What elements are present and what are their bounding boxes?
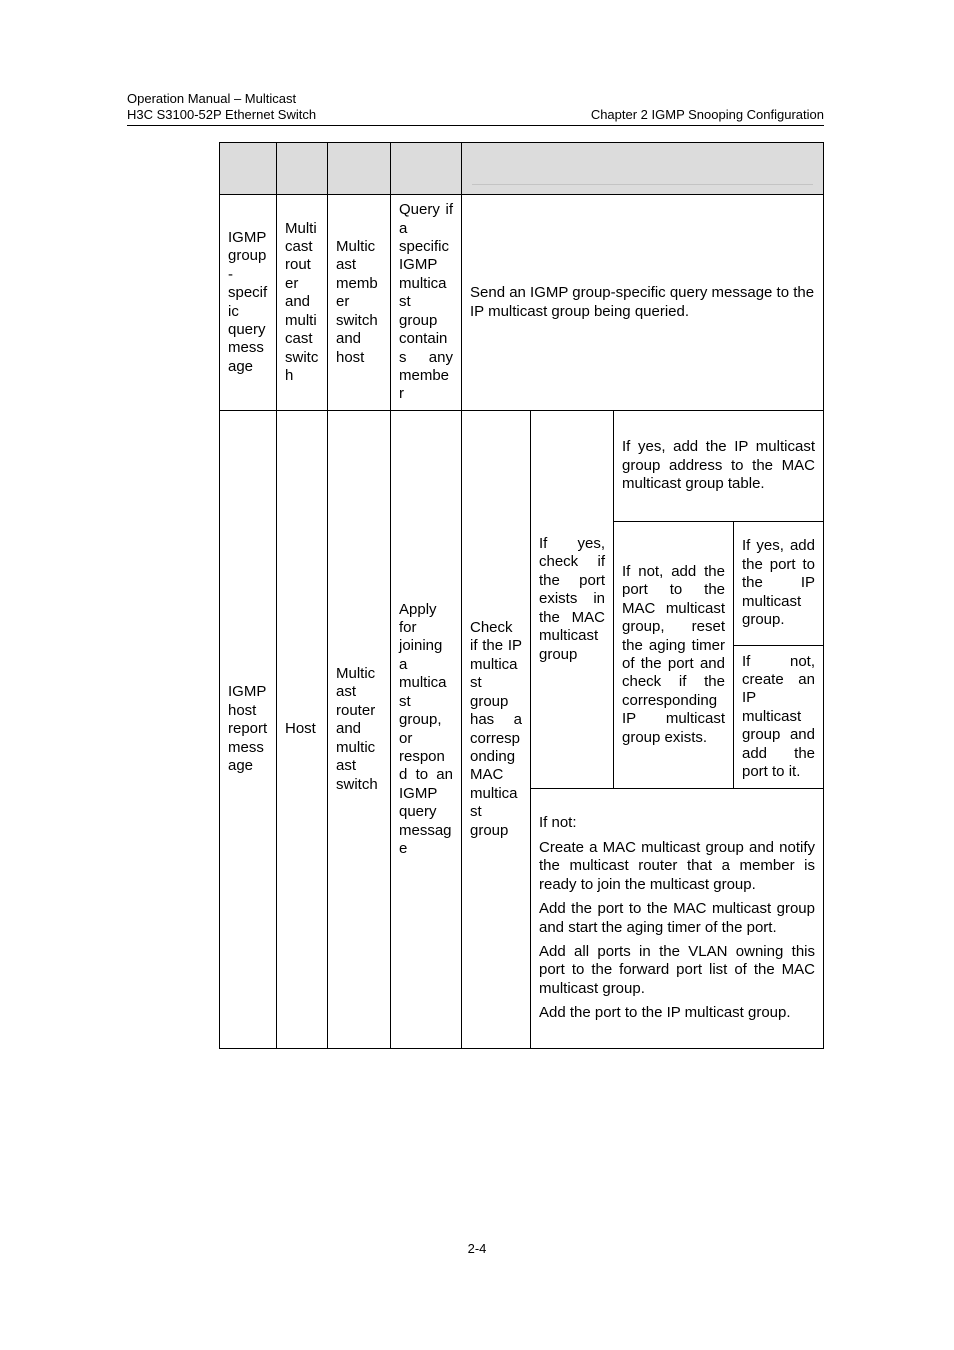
step-item: Add all ports in the VLAN owning this port to the forward port list of the MAC multicast group. — [539, 942, 815, 997]
action-cell: Send an IGMP group-specific query message to the IP multicast group being queried. — [462, 195, 824, 411]
igmp-message-table — [219, 142, 824, 1049]
header-cell — [462, 143, 824, 195]
receiver-cell: Multicast member switch and host — [328, 195, 391, 411]
step-item: Create a MAC multicast group and notify the multicast router that a member is ready to join the multicast group. — [539, 838, 815, 893]
header-cell — [220, 143, 277, 195]
message-cell: IGMP group-specific query message — [220, 195, 277, 411]
doc-title: Operation Manual – Multicast — [127, 91, 297, 106]
add-port-to-ip-group-cell: If yes, add the port to the IP multicast group. — [734, 522, 824, 646]
page-number: 2-4 — [467, 1241, 487, 1256]
purpose-cell: Query if a specific IGMP multicast group contains any member — [391, 195, 462, 411]
header-cell — [328, 143, 391, 195]
message-cell: IGMP host report message — [220, 411, 277, 1049]
check-ip-group-cell: Check if the IP multicast group has a corresponding MAC multicast group — [462, 411, 531, 1049]
add-port-cell: If not, add the port to the MAC multicast group, reset the aging timer of the port and check if the corresponding IP multicast group exists. — [614, 522, 734, 789]
chapter-title: Chapter 2 IGMP Snooping Configuration — [590, 107, 824, 122]
table-row-report — [220, 411, 824, 522]
page-header — [127, 90, 824, 126]
step-item: Add the port to the IP multicast group. — [539, 1004, 791, 1022]
create-ip-group-cell: If not, create an IP multicast group and add the port to it. — [734, 646, 824, 789]
header-cell — [277, 143, 328, 195]
product-name: H3C S3100-52P Ethernet Switch — [127, 107, 317, 122]
create-mac-group-cell — [531, 789, 824, 1049]
table-header-row — [220, 143, 824, 195]
receiver-cell: Multicast router and multicast switch — [328, 411, 391, 1049]
check-port-cell: If yes, check if the port exists in the MAC multicast group — [531, 411, 614, 789]
add-ip-address-cell: If yes, add the IP multicast group address to the MAC multicast group table. — [614, 411, 824, 522]
step-item: Add the port to the MAC multicast group and start the aging timer of the port. — [539, 900, 815, 936]
header-cell — [391, 143, 462, 195]
if-not-label: If not: — [539, 814, 577, 832]
purpose-cell: Apply for joining a multicast group, or respond to an IGMP query message — [391, 411, 462, 1049]
table-row-query — [220, 195, 824, 411]
sender-cell: Host — [277, 411, 328, 1049]
sender-cell: Multicast router and multicast switch — [277, 195, 328, 411]
